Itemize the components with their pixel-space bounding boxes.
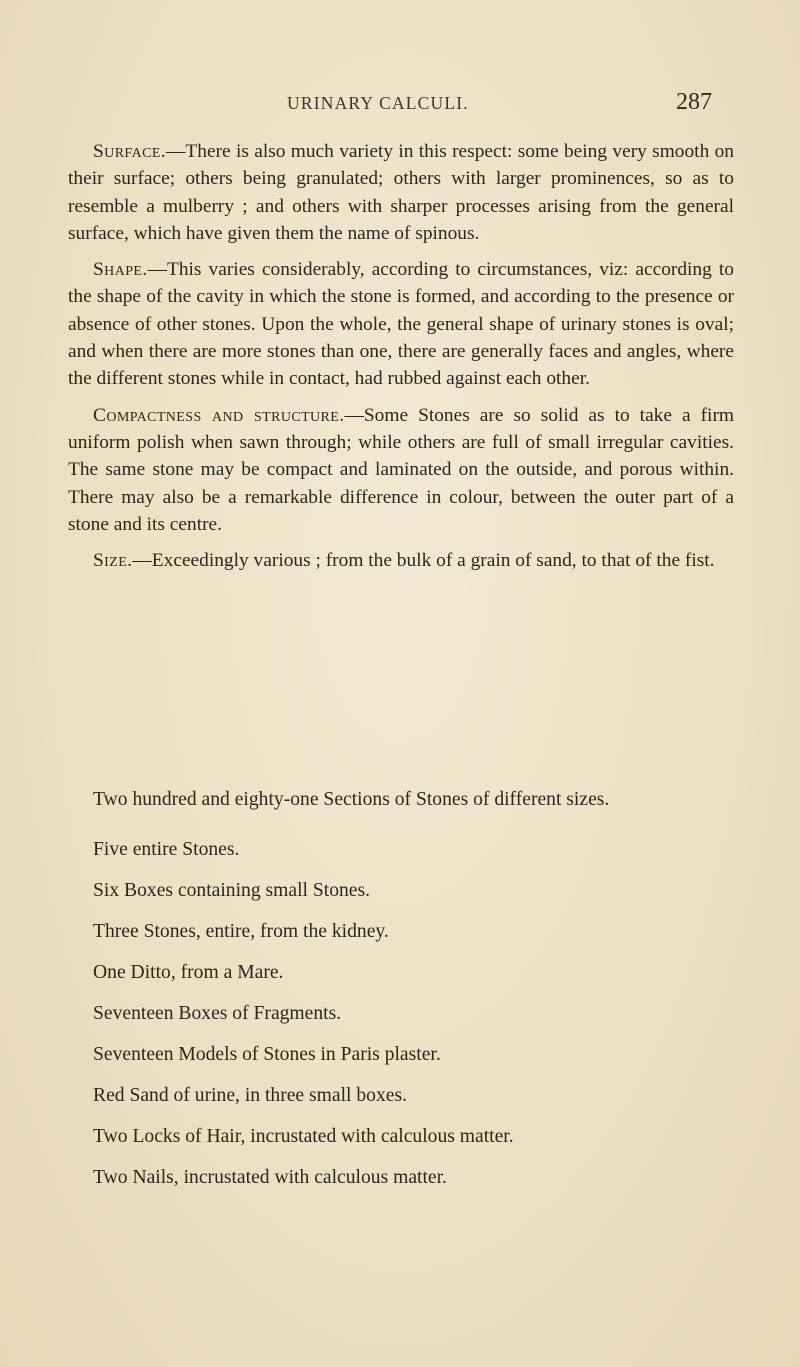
list-item: Seventeen Boxes of Fragments. [93, 1003, 342, 1024]
list-item: Six Boxes containing small Stones. [93, 880, 371, 901]
paragraph-heading: Size. [93, 550, 133, 572]
paragraph-heading: Surface. [93, 141, 167, 162]
page-number: 287 [676, 89, 712, 115]
paragraph-shape [68, 256, 734, 392]
list-item: Seventeen Models of Stones in Paris plaster. [93, 1044, 441, 1065]
paragraph-text: —There is also much variety in this respect: some being very smooth on their surface; others being granulated; others with larger prominences, so as to resemble a mulberry ; and others with sharper processes arising from the general surface, which have given them the name of spinous. [68, 141, 734, 244]
running-head [0, 89, 800, 123]
list-item: Two Nails, incrustated with calculous matter. [93, 1167, 447, 1188]
list-item: Two hundred and eighty-one Sections of Stones of different sizes. [93, 789, 610, 810]
paragraph-heading: Compactness and structure. [93, 404, 345, 426]
list-item: One Ditto, from a Mare. [93, 962, 284, 983]
paragraph-size [68, 547, 734, 574]
body-text [68, 138, 734, 574]
paragraph-text: —This varies considerably, according to circumstances, viz: according to the shape of the cavity in which the stone is formed, and according to the presence or absence of other stones. Upon the whole, the general shape of urinary stones is oval; and when there are more stones than one, there are generally faces and angles, where the different stones while in contact, had rubbed against each other. [68, 259, 734, 390]
specimen-list [93, 786, 773, 1205]
list-item: Red Sand of urine, in three small boxes. [93, 1085, 407, 1106]
paragraph-compactness [68, 402, 734, 538]
list-item: Five entire Stones. [93, 839, 240, 860]
paragraph-surface [68, 138, 734, 247]
list-item: Two Locks of Hair, incrustated with calculous matter. [93, 1126, 514, 1147]
running-title: URINARY CALCULI. [287, 93, 469, 113]
list-item: Three Stones, entire, from the kidney. [93, 921, 389, 942]
paragraph-text: —Some Stones are so solid as to take a firm uniform polish when sawn through; while others are full of small irregular cavities. The same stone may be compact and laminated on the outside, and porous within. There may also be a remarkable difference in colour, between the outer part of a stone and its centre. [68, 404, 734, 535]
paragraph-text: —Exceedingly various ; from the bulk of a grain of sand, to that of the fist. [132, 550, 715, 572]
paragraph-heading: Shape. [93, 259, 148, 281]
